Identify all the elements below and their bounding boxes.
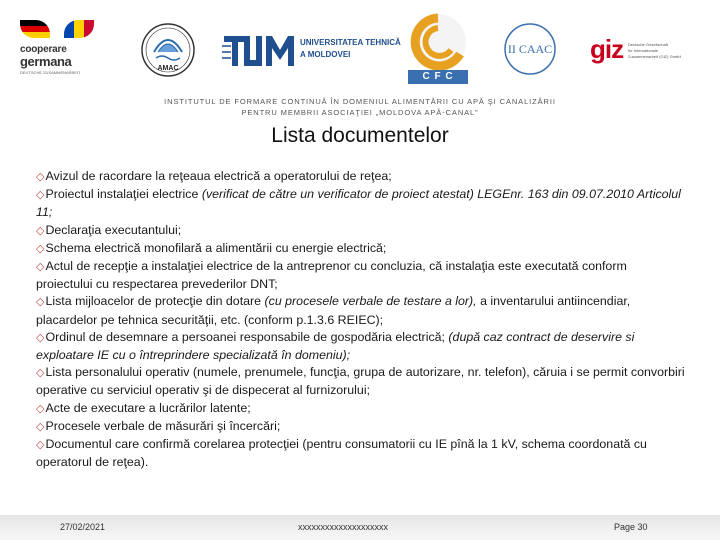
giz-line2: für Internationale <box>628 48 659 53</box>
cfc-text: C F C <box>422 71 454 82</box>
diamond-outline-icon: ◇ <box>36 242 45 255</box>
diamond-outline-icon: ◇ <box>36 367 45 380</box>
cfc-logo <box>404 10 472 86</box>
diamond-outline-icon: ◇ <box>36 171 45 183</box>
diamond-outline-icon: ◇ <box>36 420 45 433</box>
document-item-text: Lista personalului operativ (numele, prenumele, funcţia, grupa de autorizare, nr. telefon), căruia i se permit convorbiri operative cu serviciul operativ şi de dispecerat al furnizorului; <box>36 365 685 398</box>
utm-line1: UNIVERSITATEA TEHNICĂ <box>300 38 401 47</box>
document-item-text: Schema electrică monofilară a alimentării cu energie electrică; <box>45 240 387 255</box>
document-item <box>36 400 686 418</box>
diamond-outline-icon: ◇ <box>36 189 45 202</box>
diamond-outline-icon: ◇ <box>36 331 45 344</box>
giz-line1: Deutsche Gesellschaft <box>628 42 669 47</box>
giz-logo <box>590 34 700 76</box>
document-item-text: Ordinul de desemnare a persoanei responsabile de gospodăria electrică; <box>45 329 449 344</box>
document-item-text: Actul de recepţie a instalaţiei electrice de la antreprenor cu concluzia, că instalaţia este executată conform proiectului cu respectarea prevederilor DNT; <box>36 259 627 292</box>
document-item-italic: (verificat de către un verificator de proiect atestat) LEGEnr. 163 din 09.07.2010 Articolul 11; <box>36 187 681 220</box>
giz-word: giz <box>590 34 624 64</box>
document-item-text: Declaraţia executantului; <box>45 222 182 237</box>
document-item-after: a inventarului antiincendiar, placardelor pe tehnica securităţii, etc. (conform p.1.3.6 REIEC); <box>36 294 631 327</box>
document-item <box>36 364 686 399</box>
footer-date: 27/02/2021 <box>60 522 106 532</box>
moldova-flag-icon <box>64 20 94 38</box>
document-item <box>36 418 686 436</box>
caac-text: II CAAC <box>507 42 553 56</box>
amac-logo <box>140 22 196 80</box>
document-list <box>36 168 686 471</box>
svg-text:AMAC: AMAC <box>157 65 179 72</box>
institute-header <box>140 96 580 118</box>
diamond-outline-icon: ◇ <box>36 402 45 415</box>
document-item-text: Documentul care confirmă corelarea protecţiei (pentru consumatorii cu IE pînă la 1 kV, schema coordonată cu operatorul de reţea). <box>36 437 647 470</box>
coop-line2: germana <box>20 54 72 69</box>
document-item <box>36 168 686 186</box>
document-item-text: Acte de executare a lucrărilor latente; <box>45 400 251 415</box>
document-item-text: Avizul de racordare la reţeaua electrică a operatorului de reţea; <box>45 169 392 183</box>
diamond-outline-icon: ◇ <box>36 224 45 237</box>
document-item-text: Procesele verbale de măsurări şi încercări; <box>45 418 281 433</box>
cooperare-germana-logo <box>18 18 110 78</box>
germany-flag-icon <box>20 20 50 38</box>
document-item <box>36 258 686 293</box>
document-item <box>36 240 686 258</box>
document-item <box>36 222 686 240</box>
page-title: Lista documentelor <box>271 124 449 147</box>
diamond-outline-icon: ◇ <box>36 296 45 309</box>
footer-center-text: xxxxxxxxxxxxxxxxxxxx <box>298 522 388 532</box>
logo-strip <box>0 0 720 92</box>
coop-line1: cooperare <box>20 44 67 55</box>
diamond-outline-icon: ◇ <box>36 261 45 274</box>
utm-logo <box>222 30 401 72</box>
document-item-italic: (după caz contract de deservire si exploatare IE cu o întreprindere specializată în domeniu); <box>36 329 635 363</box>
diamond-outline-icon: ◇ <box>36 439 45 452</box>
footer-page-number: Page 30 <box>614 522 648 532</box>
document-item-text: Lista mijloacelor de protecţie din dotare <box>45 294 265 309</box>
document-item <box>36 293 686 328</box>
ii-caac-logo <box>498 22 562 76</box>
giz-line3: Zusammenarbeit (GIZ) GmbH <box>628 54 682 59</box>
coop-line3: DEUTSCHE ZUSAMMENARBEIT <box>20 70 81 75</box>
utm-line2: A MOLDOVEI <box>300 50 351 59</box>
document-item <box>36 329 686 364</box>
institute-line2: PENTRU MEMBRII ASOCIAŢIEI „MOLDOVA APĂ-CANAL” <box>241 108 479 117</box>
document-item <box>36 436 686 471</box>
document-item-text: Proiectul instalaţiei electrice <box>45 187 202 202</box>
document-item <box>36 186 686 221</box>
institute-line1: INSTITUTUL DE FORMARE CONTINUĂ ÎN DOMENIUL ALIMENTĂRII CU APĂ ŞI CANALIZĂRII <box>164 97 556 106</box>
document-item-italic: (cu procesele verbale de testare a lor), <box>264 294 477 309</box>
